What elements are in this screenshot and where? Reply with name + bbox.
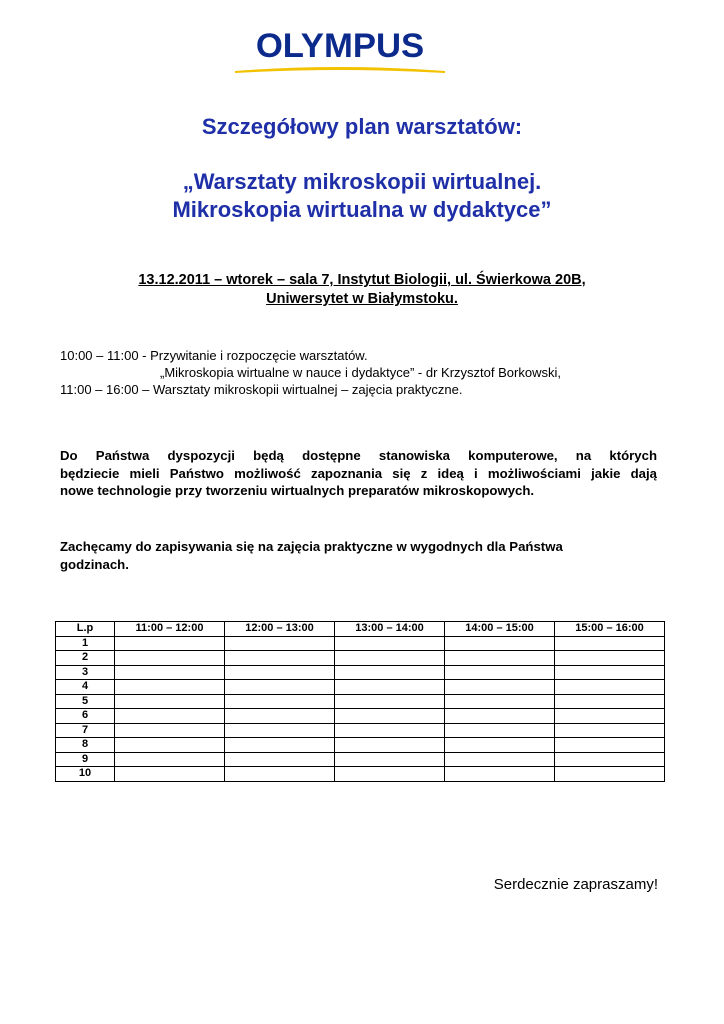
signup-cell <box>335 694 445 709</box>
paragraph-line: Zachęcamy do zapisywania się na zajęcia praktyczne w wygodnych dla Państwa <box>60 539 563 554</box>
table-row <box>56 752 665 767</box>
row-number: 2 <box>56 651 115 666</box>
signup-cell <box>115 680 225 695</box>
signup-cell <box>225 694 335 709</box>
row-number: 10 <box>56 767 115 782</box>
signup-cell <box>335 665 445 680</box>
signup-cell <box>555 738 665 753</box>
paragraph-line: godzinach. <box>60 556 129 572</box>
table-row <box>56 636 665 651</box>
table-row <box>56 738 665 753</box>
workstations-paragraph <box>60 447 657 500</box>
signup-cell <box>225 665 335 680</box>
signup-encouragement-paragraph <box>60 538 657 573</box>
table-row <box>56 709 665 724</box>
schedule-item-2: 11:00 – 16:00 – Warsztaty mikroskopii wirtualnej – zajęcia praktyczne. <box>60 382 463 397</box>
schedule-item-1-lecture: „Mikroskopia wirtualne w nauce i dydaktyce” - dr Krzysztof Borkowski, <box>160 365 561 380</box>
signup-cell <box>225 767 335 782</box>
signup-cell <box>555 651 665 666</box>
signup-cell <box>115 723 225 738</box>
signup-cell <box>445 767 555 782</box>
signup-cell <box>335 738 445 753</box>
signup-table <box>55 621 665 782</box>
signup-cell <box>555 752 665 767</box>
signup-cell <box>225 752 335 767</box>
table-row <box>56 767 665 782</box>
signup-cell <box>225 738 335 753</box>
signup-cell <box>225 636 335 651</box>
row-number: 3 <box>56 665 115 680</box>
signup-cell <box>445 752 555 767</box>
row-number: 4 <box>56 680 115 695</box>
row-number: 8 <box>56 738 115 753</box>
signup-cell <box>115 665 225 680</box>
signup-cell <box>335 709 445 724</box>
schedule-item-1: 10:00 – 11:00 - Przywitanie i rozpoczęcie warsztatów. <box>60 348 368 363</box>
date-location-line-2: Uniwersytet w Białymstoku. <box>266 291 458 307</box>
olympus-logo <box>235 28 445 76</box>
header-slot-3: 13:00 – 14:00 <box>335 622 445 637</box>
header-slot-1: 11:00 – 12:00 <box>115 622 225 637</box>
logo-swoosh-shape <box>235 67 445 73</box>
paragraph-line: będziecie mieli Państwo możliwość zapoznania się z ideą i możliwościami jakie dają <box>60 465 657 481</box>
date-location-line-1: 13.12.2011 – wtorek – sala 7, Instytut Biologii, ul. Świerkowa 20B, <box>138 272 586 288</box>
signup-cell <box>115 738 225 753</box>
header-slot-5: 15:00 – 16:00 <box>555 622 665 637</box>
signup-cell <box>225 723 335 738</box>
signup-cell <box>555 636 665 651</box>
signup-cell <box>445 694 555 709</box>
signup-cell <box>555 767 665 782</box>
workshop-title-line-2: Mikroskopia wirtualna w dydaktyce” <box>172 197 552 222</box>
signup-cell <box>225 680 335 695</box>
table-row <box>56 694 665 709</box>
signup-cell <box>555 694 665 709</box>
signup-cell <box>445 723 555 738</box>
workshop-title-line-1: „Warsztaty mikroskopii wirtualnej. <box>182 169 542 194</box>
logo-wordmark: OLYMPUS <box>255 27 425 65</box>
signup-cell <box>445 680 555 695</box>
signup-cell <box>555 709 665 724</box>
page-title: Szczegółowy plan warsztatów: <box>201 114 523 139</box>
signup-cell <box>115 752 225 767</box>
signup-cell <box>115 694 225 709</box>
row-number: 1 <box>56 636 115 651</box>
row-number: 9 <box>56 752 115 767</box>
signup-cell <box>445 651 555 666</box>
signup-cell <box>335 651 445 666</box>
signup-cell <box>445 636 555 651</box>
row-number: 7 <box>56 723 115 738</box>
signup-cell <box>335 636 445 651</box>
table-body <box>56 636 665 781</box>
header-slot-2: 12:00 – 13:00 <box>225 622 335 637</box>
table-header-row <box>56 622 665 637</box>
signup-cell <box>225 709 335 724</box>
logo-swoosh-icon <box>235 64 445 74</box>
header-lp: L.p <box>56 622 115 637</box>
row-number: 5 <box>56 694 115 709</box>
signup-cell <box>555 680 665 695</box>
signup-cell <box>445 738 555 753</box>
table-row <box>56 723 665 738</box>
signup-cell <box>335 723 445 738</box>
signup-cell <box>445 709 555 724</box>
table-row <box>56 665 665 680</box>
signup-cell <box>225 651 335 666</box>
row-number: 6 <box>56 709 115 724</box>
signup-cell <box>555 665 665 680</box>
signup-cell <box>555 723 665 738</box>
paragraph-line: Do Państwa dyspozycji będą dostępne stanowiska komputerowe, na których <box>60 448 657 463</box>
table-row <box>56 680 665 695</box>
header-slot-4: 14:00 – 15:00 <box>445 622 555 637</box>
signup-cell <box>335 680 445 695</box>
signup-cell <box>115 709 225 724</box>
signup-cell <box>115 651 225 666</box>
paragraph-line: nowe technologie przy tworzeniu wirtualnych preparatów mikroskopowych. <box>60 483 535 498</box>
signup-cell <box>445 665 555 680</box>
closing-greeting: Serdecznie zapraszamy! <box>493 876 658 893</box>
signup-cell <box>335 767 445 782</box>
table-row <box>56 651 665 666</box>
signup-cell <box>335 752 445 767</box>
signup-cell <box>115 767 225 782</box>
signup-cell <box>115 636 225 651</box>
